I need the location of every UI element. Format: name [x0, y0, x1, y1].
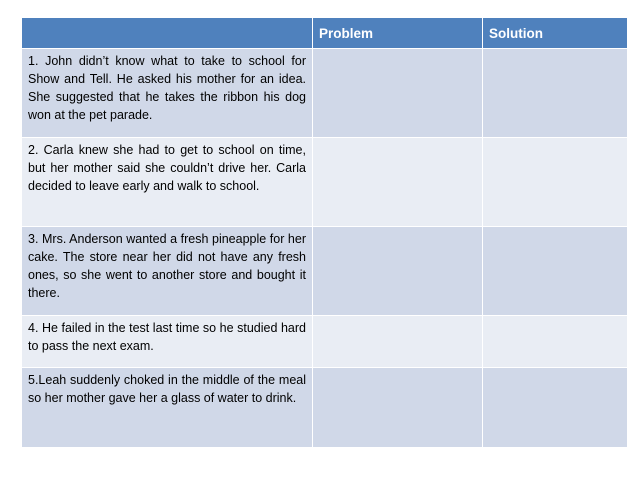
problem-cell[interactable] [313, 316, 483, 368]
table-row [22, 49, 628, 138]
problem-solution-table [21, 17, 628, 448]
problem-cell[interactable] [313, 368, 483, 448]
story-cell: 4. He failed in the test last time so he studied hard to pass the next exam. [22, 316, 313, 368]
story-cell: 1. John didn’t know what to take to school for Show and Tell. He asked his mother for an idea. She suggested that he takes the ribbon his dog won at the pet parade. [22, 49, 313, 138]
story-cell: 2. Carla knew she had to get to school on time, but her mother said she couldn’t drive her. Carla decided to leave early and walk to school. [22, 138, 313, 227]
problem-cell[interactable] [313, 138, 483, 227]
solution-cell[interactable] [483, 49, 628, 138]
table-header-row [22, 18, 628, 49]
header-solution: Solution [483, 18, 628, 49]
table-row [22, 368, 628, 448]
header-problem: Problem [313, 18, 483, 49]
table-row [22, 316, 628, 368]
header-story [22, 18, 313, 49]
problem-cell[interactable] [313, 227, 483, 316]
story-cell: 5.Leah suddenly choked in the middle of the meal so her mother gave her a glass of water to drink. [22, 368, 313, 448]
solution-cell[interactable] [483, 227, 628, 316]
table-row [22, 227, 628, 316]
story-cell: 3. Mrs. Anderson wanted a fresh pineapple for her cake. The store near her did not have any fresh ones, so she went to another store and bought it there. [22, 227, 313, 316]
solution-cell[interactable] [483, 316, 628, 368]
solution-cell[interactable] [483, 368, 628, 448]
table-row [22, 138, 628, 227]
solution-cell[interactable] [483, 138, 628, 227]
problem-cell[interactable] [313, 49, 483, 138]
